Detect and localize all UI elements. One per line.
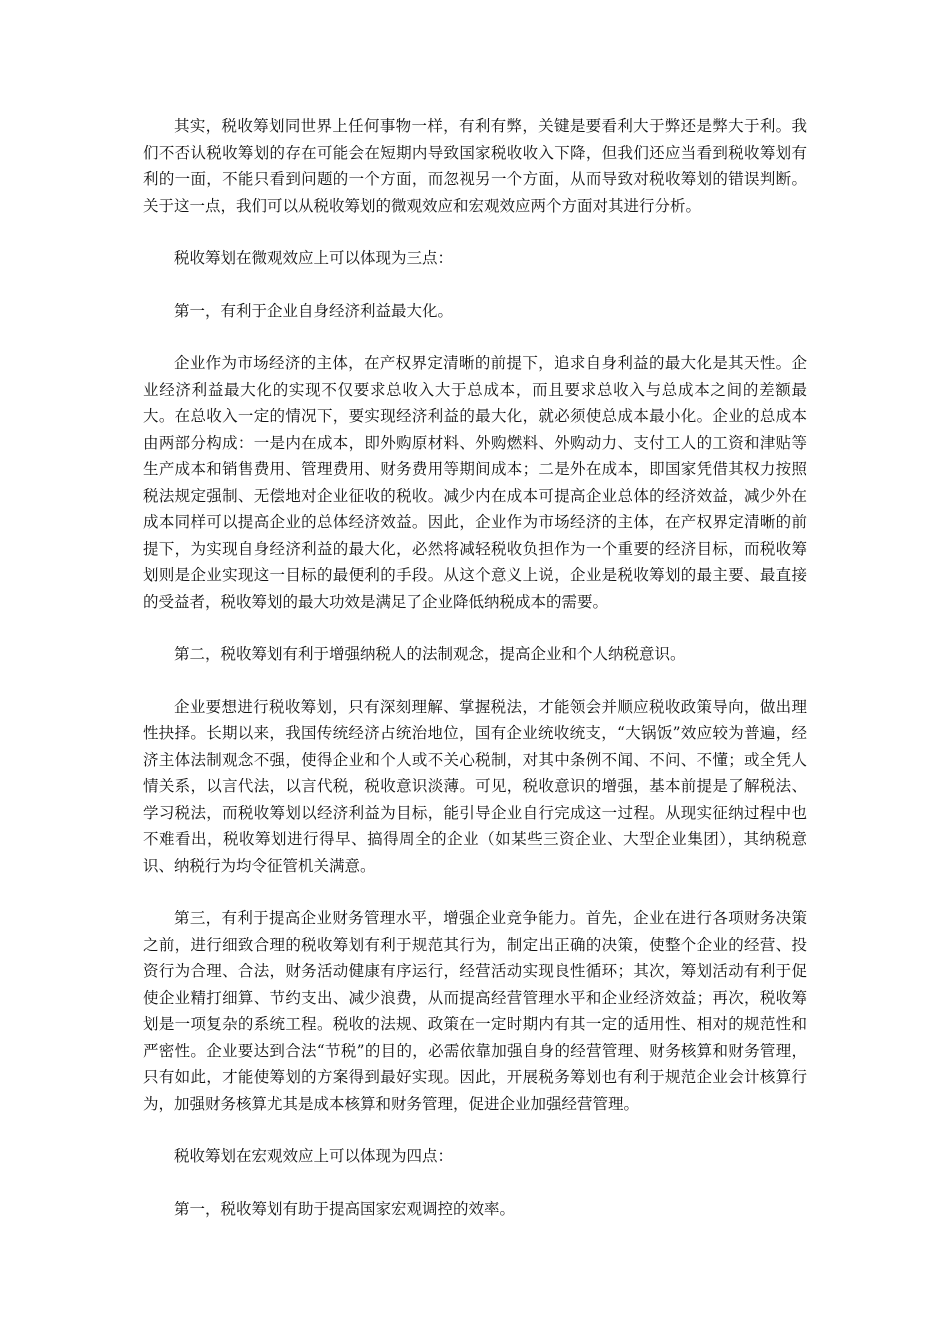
paragraph-point-1-body: 企业作为市场经济的主体，在产权界定清晰的前提下，追求自身利益的最大化是其天性。企业经济利益最大化的实现不仅要求总收入大于总成本，而且要求总收入与总成本之间的差额最大。在总收入一定的情况下，要实现经济利益的最大化，就必须使总成本最小化。企业的总成本由两部分构成：一是内在成本，即外购原材料、外购燃料、外购动力、支付工人的工资和津贴等生产成本和销售费用、管理费用、财务费用等期间成本；二是外在成本，即国家凭借其权力按照税法规定强制、无偿地对企业征收的税收。减少内在成本可提高企业总体的经济效益，减少外在成本同样可以提高企业的总体经济效益。因此，企业作为市场经济的主体，在产权界定清晰的前提下，为实现自身经济利益的最大化，必然将减轻税收负担作为一个重要的经济目标，而税收筹划则是企业实现这一目标的最便利的手段。从这个意义上说，企业是税收筹划的最主要、最直接的受益者，税收筹划的最大功效是满足了企业降低纳税成本的需要。 [143,354,807,611]
paragraph-macro-heading: 税收筹划在宏观效应上可以体现为四点： [174,1147,454,1165]
paragraph-point-3: 第三，有利于提高企业财务管理水平，增强企业竞争能力。首先，企业在进行各项财务决策之前，进行细致合理的税收筹划有利于规范其行为，制定出正确的决策，使整个企业的经营、投资行为合理、合法，财务活动健康有序运行，经营活动实现良性循环；其次，筹划活动有利于促使企业精打细算、节约支出、减少浪费，从而提高经营管理水平和企业经济效益；再次，税收筹划是一项复杂的系统工程。税收的法规、政策在一定时期内有其一定的适用性、相对的规范性和严密性。企业要达到合法“节税”的目的，必需依靠加强自身的经营管理、财务核算和财务管理，只有如此，才能使筹划的方案得到最好实现。因此，开展税务筹划也有利于规范企业会计核算行为，加强财务核算尤其是成本核算和财务管理，促进企业加强经营管理。 [143,909,807,1113]
paragraph-macro-point-1: 第一，税收筹划有助于提高国家宏观调控的效率。 [174,1199,516,1218]
paragraph-point-2-body: 企业要想进行税收筹划，只有深刻理解、掌握税法，才能领会并顺应税收政策导向，做出理性抉择。长期以来，我国传统经济占统治地位，国有企业统收统支，“大锅饭”效应较为普遍，经济主体法制观念不强，使得企业和个人或不关心税制，对其中条例不闻、不问、不懂；或全凭人情关系，以言代法，以言代税，税收意识淡薄。可见，税收意识的增强，基本前提是了解税法、学习税法，而税收筹划以经济利益为目标，能引导企业自行完成这一过程。从现实征纳过程中也不难看出，税收筹划进行得早、搞得周全的企业（如某些三资企业、大型企业集团），其纳税意识、纳税行为均令征管机关满意。 [143,697,807,875]
paragraph-intro: 其实，税收筹划同世界上任何事物一样，有利有弊，关键是要看利大于弊还是弊大于利。我们不否认税收筹划的存在可能会在短期内导致国家税收收入下降，但我们还应当看到税收筹划有利的一面，不能只看到问题的一个方面，而忽视另一个方面，从而导致对税收筹划的错误判断。关于这一点，我们可以从税收筹划的微观效应和宏观效应两个方面对其进行分析。 [143,117,807,215]
paragraph-point-1-heading: 第一，有利于企业自身经济利益最大化。 [174,301,454,320]
paragraph-point-2-heading: 第二，税收筹划有利于增强纳税人的法制观念，提高企业和个人纳税意识。 [174,645,686,663]
document-body [143,113,807,1248]
paragraph-micro-heading: 税收筹划在微观效应上可以体现为三点： [174,249,454,267]
